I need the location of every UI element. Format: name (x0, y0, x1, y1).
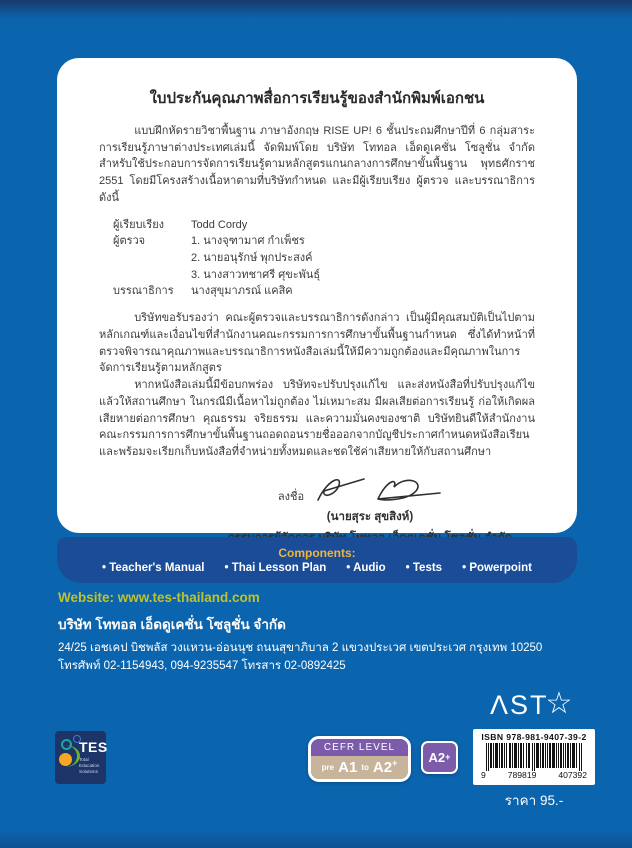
certificate-paragraph-2: บริษัทขอรับรองว่า คณะผู้ตรวจและบรรณาธิการดังกล่าว เป็นผู้มีคุณสมบัติเป็นไปตามหลักเกณฑ์และเงื่อนไขที่สำนักงานคณะกรรมการการศึกษาขั้นพื้นฐานกำหนด ซึ่งได้ทำหน้าที่ตรวจพิจารณาคุณภาพและบรรณาธิการหนังสือเล่มนี้ให้มีความถูกต้องและมีคุณภาพในการจัดการเรียนรู้ตามหลักสูตร (99, 312, 535, 375)
isbn-number: ISBN 978-981-9407-39-2 (481, 732, 587, 742)
barcode-bars-icon (482, 743, 586, 771)
component-item-powerpoint: • Powerpoint (462, 562, 532, 574)
cefr-heading: CEFR LEVEL (311, 739, 408, 756)
a2-badge-plus: + (445, 752, 451, 762)
publisher-phone: โทรศัพท์ 02-1154943, 094-9235547 โทรสาร 02-0892425 (58, 659, 346, 672)
cefr-from-level: A1 (338, 759, 358, 776)
certificate-paragraph-1: แบบฝึกหัดรายวิชาพื้นฐาน ภาษาอังกฤษ RISE UP! 6 ชั้นประถมศึกษาปีที่ 6 กลุ่มสาระการเรียนรู้ภาษาต่างประเทศเล่มนี้ จัดพิมพ์โดย บริษัท โททอล เอ็ดดูเคชั่น โซลูชั่น จำกัด สำหรับใช้ประกอบการจัดการเรียนรู้ตามหลักสูตรแกนกลางการศึกษาขั้นพื้นฐาน พุทธศักราช 2551 โดยมีโครงสร้างเนื้อหาตามที่บริษัทกำหนด และมีผู้เรียบเรียง ผู้ตรวจ และบรรณาธิการดังนี้ (99, 125, 535, 204)
components-bar (57, 537, 577, 583)
star-icon: ☆ (545, 687, 573, 720)
tes-logo-tagline: Total Education Solutions (79, 757, 100, 775)
quality-certificate-card (57, 58, 577, 533)
component-item-thai-lesson-plan: • Thai Lesson Plan (224, 562, 326, 574)
credit-row-editor (113, 283, 535, 300)
certificate-paragraph-3: หากหนังสือเล่มนี้มีข้อบกพร่อง บริษัทจะปรับปรุงแก้ไข และส่งหนังสือที่ปรับปรุงแก้ไขแล้วให้สถานศึกษา ในกรณีมีเนื้อหาไม่ถูกต้อง ไม่เหมาะสม มีผลเสียต่อการเรียนรู้ ก่อให้เกิดผลเสียหายต่อการศึกษา คุณธรรม จริยธรรม และความมั่นคงของชาติ บริษัทยินดีให้สำนักงานคณะกรรมการการศึกษาขั้นพื้นฐานถอดถอนรายชื่อออกจากบัญชีประกาศกำหนดหนังสือเรียน และพร้อมจะเรียกเก็บหนังสือที่จำหน่ายทั้งหมดและชดใช้ค่าเสียหายให้กับสถานศึกษา (99, 379, 535, 458)
asta-logo (490, 687, 573, 721)
component-item-audio: • Audio (346, 562, 385, 574)
credit-value-reviewer-3: 3. นางสาวทชาศรี ศุขะพันธุ์ (191, 268, 321, 281)
website-link: Website: www.tes-thailand.com (58, 590, 260, 605)
a2-plus-badge (421, 741, 458, 774)
publisher-name: บริษัท โททอล เอ็ดดูเคชั่น โซลูชั่น จำกัด (58, 617, 286, 632)
components-heading: Components: (278, 546, 356, 560)
cefr-level-badge (308, 736, 411, 782)
a2-badge-level: A2 (428, 750, 446, 765)
credit-label-author: ผู้เรียบเรียง (113, 218, 165, 231)
signer-name: (นายสุระ สุขสิงห์) (326, 510, 414, 523)
asta-logo-text: ΛST (490, 690, 549, 720)
publisher-info (58, 613, 542, 676)
cefr-pre-word: pre (321, 763, 335, 772)
component-item-teachers-manual: • Teacher's Manual (102, 562, 204, 574)
signature-icon (312, 473, 462, 505)
components-list (102, 562, 532, 574)
credit-label-reviewers: ผู้ตรวจ (113, 235, 146, 248)
credit-row-reviewers (113, 233, 535, 283)
isbn-barcode (473, 729, 595, 785)
credit-label-editor: บรรณาธิการ (113, 285, 174, 298)
isbn-digits: 9 789819 407392 (481, 770, 587, 780)
credit-value-editor: นางสุขุมาภรณ์ แคสิค (191, 285, 293, 298)
tes-logo-name: TES (79, 739, 108, 755)
credit-row-author (113, 217, 535, 234)
cefr-to-word: to (361, 763, 369, 772)
cefr-range (311, 756, 408, 779)
credit-value-reviewer-2: 2. นายอนุรักษ์ พุกประสงค์ (191, 252, 313, 265)
certificate-title: ใบประกันคุณภาพสื่อการเรียนรู้ของสำนักพิมพ์เอกชน (149, 90, 485, 107)
credit-value-reviewer-1: 1. นางจุฑามาศ กำเพ็ชร (191, 235, 305, 248)
credits-table (113, 217, 535, 301)
publisher-address: 24/25 เอชเคป บิชพลัส วงแหวน-อ่อนนุช ถนนสุขาภิบาล 2 แขวงประเวศ เขตประเวศ กรุงเทพ 10250 (58, 642, 543, 654)
signature-block (215, 473, 525, 547)
sign-label: ลงชื่อ (277, 490, 305, 503)
tes-logo (55, 731, 106, 784)
price-label: ราคา 95.- (504, 793, 564, 808)
cefr-to-level: A2+ (372, 758, 398, 776)
credit-value-author: Todd Cordy (191, 218, 248, 231)
tes-logo-swoosh-icon (65, 745, 80, 767)
component-item-tests: • Tests (406, 562, 442, 574)
